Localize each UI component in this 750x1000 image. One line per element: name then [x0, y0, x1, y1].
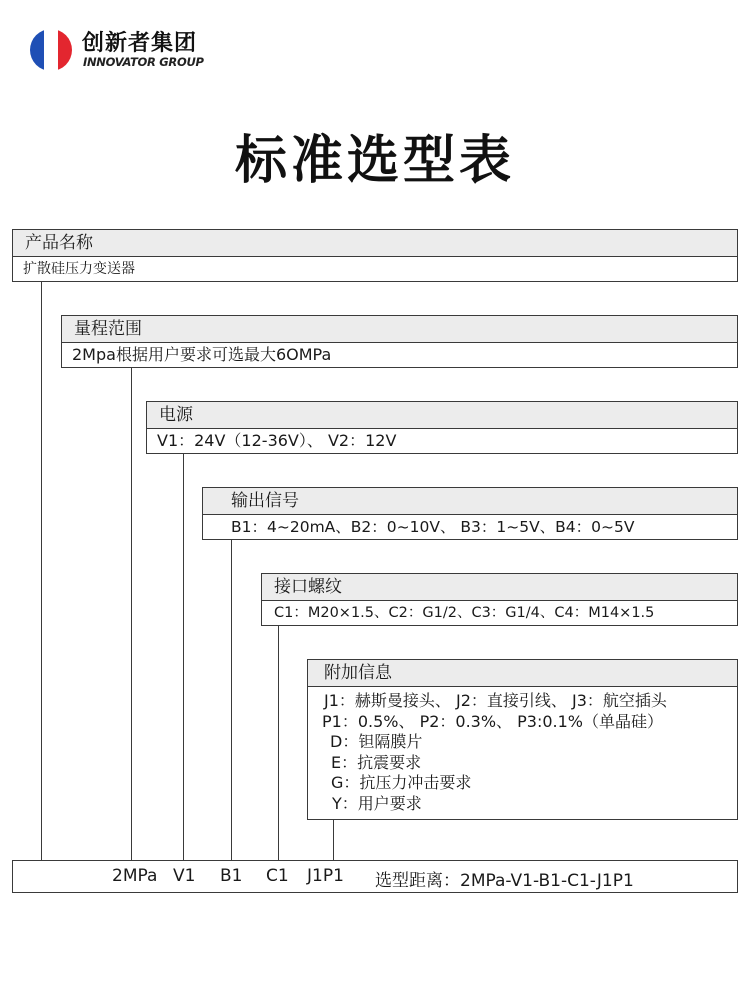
- connector-line-range: [131, 367, 132, 861]
- selection-row: [12, 860, 738, 893]
- additional-info-list: [308, 687, 737, 814]
- code-power: V1: [173, 866, 196, 886]
- list-item: G：抗压力冲击要求: [331, 773, 472, 792]
- section-additional-info: [307, 659, 738, 820]
- section-product-name: [12, 229, 738, 282]
- section-power: [146, 401, 738, 454]
- section-header: 电源: [147, 402, 737, 429]
- brand-name-en: INNOVATOR GROUP: [83, 55, 204, 69]
- section-header: 输出信号: [203, 488, 737, 515]
- section-header: 产品名称: [13, 230, 737, 257]
- code-additional: J1P1: [307, 866, 344, 886]
- brand-flag-icon: [30, 29, 72, 71]
- list-item: E：抗震要求: [331, 752, 422, 772]
- connector-line-power: [183, 453, 184, 861]
- section-range: [61, 315, 738, 368]
- section-body: B1：4~20mA、B2：0~10V、 B3：1~5V、B4：0~5V: [231, 518, 635, 536]
- code-range: 2MPa: [112, 866, 158, 886]
- section-thread: [261, 573, 738, 626]
- section-output-signal: [202, 487, 738, 540]
- connector-line-output: [231, 539, 232, 861]
- section-body: 扩散硅压力变送器: [23, 261, 135, 277]
- section-header: 量程范围: [62, 316, 737, 343]
- list-item: J1：赫斯曼接头、 J2：直接引线、 J3：航空插头: [324, 691, 667, 710]
- list-item: Y：用户要求: [332, 793, 422, 813]
- section-header: 接口螺纹: [262, 574, 737, 601]
- section-body: V1：24V（12-36V）、 V2：12V: [157, 431, 397, 450]
- connector-line-product: [41, 281, 42, 861]
- code-output: B1: [220, 866, 243, 886]
- page-title: 标准选型表: [234, 131, 515, 191]
- connector-line-thread: [278, 625, 279, 861]
- section-body: 2Mpa根据用户要求可选最大6OMPa: [72, 345, 332, 364]
- list-item: D：钽隔膜片: [330, 732, 423, 751]
- brand-name-cn: 创新者集团: [82, 31, 198, 56]
- connector-line-additional: [333, 819, 334, 861]
- code-thread: C1: [266, 866, 289, 886]
- section-body: C1：M20×1.5、C2：G1/2、C3：G1/4、C4：M14×1.5: [274, 605, 655, 621]
- selection-example: 选型距离：2MPa-V1-B1-C1-J1P1: [375, 871, 634, 891]
- section-header: 附加信息: [308, 660, 737, 687]
- list-item: P1：0.5%、 P2：0.3%、 P3:0.1%（单晶硅）: [322, 711, 663, 731]
